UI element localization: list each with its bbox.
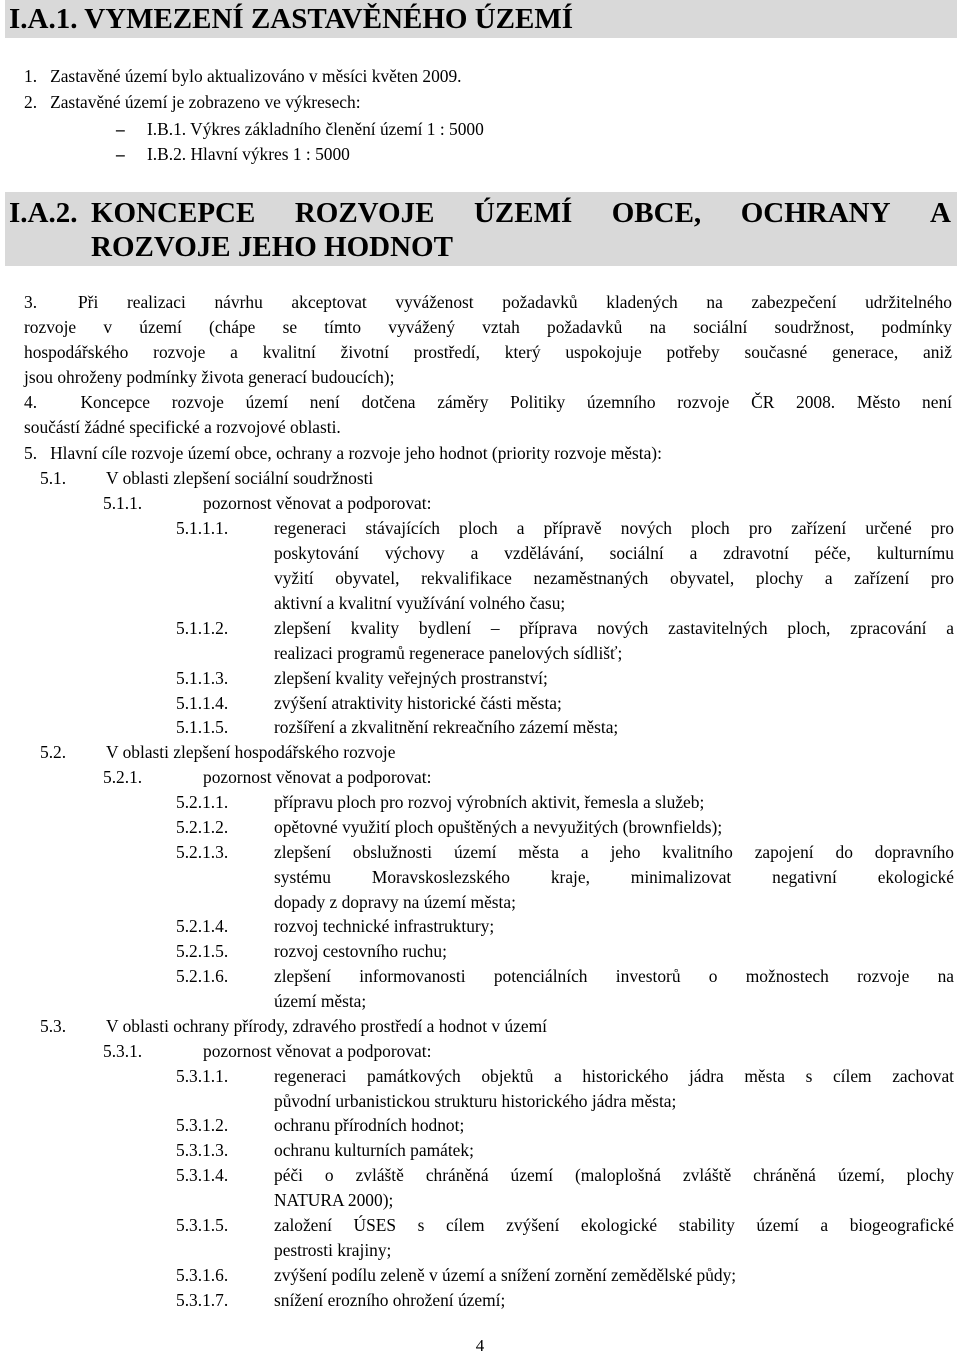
subsection-number: 5.3.1.: [103, 1041, 143, 1061]
item-text: opětovné využití ploch opuštěných a nevyužitých (brownfields);: [274, 817, 723, 837]
item-text: NATURA 2000);: [274, 1190, 394, 1210]
item-text: zvýšení atraktivity historické části města;: [274, 693, 562, 713]
item-number: 5.3.1.5.: [176, 1215, 229, 1235]
item-text: zvýšení podílu zeleně v území a snížení zornění zemědělské půdy;: [274, 1265, 737, 1285]
item-text: vyžití obyvatel, rekvalifikace nezaměstnaných obyvatel, plochy a zařízení pro: [274, 568, 954, 588]
heading-koncepce: [5, 192, 957, 266]
subsection-number: 5.1.1.: [103, 493, 143, 513]
item-3-line: Při realizaci návrhu akceptovat vyváženost požadavků kladených na zabezpečení udržitelného: [78, 292, 952, 312]
item-text: přípravu ploch pro rozvoj výrobních aktivit, řemesla a služeb;: [274, 792, 705, 812]
item-text: péči o zvláště chráněná území (maloplošná zvláště chráněná území, plochy: [274, 1165, 954, 1185]
subsection-number: 5.2.1.: [103, 767, 143, 787]
heading-line-1: KONCEPCE ROZVOJE ÚZEMÍ OBCE, OCHRANY A: [91, 197, 951, 229]
item-text: původní urbanistickou strukturu historického jádra města;: [274, 1091, 677, 1111]
item-text: systému Moravskoslezského kraje, minimalizovat negativní ekologické: [274, 867, 954, 887]
item-5: 5. Hlavní cíle rozvoje území obce, ochrany a rozvoje jeho hodnot (priority rozvoje města):: [24, 443, 662, 463]
item-3-line: rozvoje v území (chápe se tímto vyvážený vztah požadavků na sociální soudržnost, podmínky: [24, 317, 952, 337]
item-3-line: jsou ohroženy podmínky života generací budoucích);: [24, 367, 395, 387]
heading-line-2: ROZVOJE JEHO HODNOT: [91, 231, 453, 263]
item-number: 5.1.1.3.: [176, 668, 229, 688]
item-number: 5.2.1.3.: [176, 842, 229, 862]
item-text: realizaci programů regenerace panelových sídlišť;: [274, 643, 623, 663]
subsection-title: pozornost věnovat a podporovat:: [203, 1041, 432, 1061]
drawing-ref-2: I.B.2. Hlavní výkres 1 : 5000: [147, 144, 350, 164]
dash-bullet: –: [116, 144, 125, 164]
item-text: zlepšení kvality veřejných prostranství;: [274, 668, 548, 688]
item-text: regeneraci stávajících ploch a přípravě nových ploch pro zařízení určené pro: [274, 518, 954, 538]
dash-bullet: –: [116, 119, 125, 139]
item-text: zlepšení informovanosti potenciálních investorů o možnostech rozvoje na: [274, 966, 954, 986]
heading-number: I.A.2.: [9, 197, 78, 229]
item-text: založení ÚSES s cílem zvýšení ekologické stability území a biogeografické: [274, 1215, 954, 1235]
item-number: 5.2.1.5.: [176, 941, 229, 961]
item-text: snížení erozního ohrožení území;: [274, 1290, 506, 1310]
item-number: 5.1.1.1.: [176, 518, 229, 538]
item-2: 2. Zastavěné území je zobrazeno ve výkresech:: [24, 92, 361, 112]
item-4-line: 4. Koncepce rozvoje území není dotčena záměry Politiky územního rozvoje ČR 2008. Město není: [24, 392, 952, 412]
item-number: 5.1.1.5.: [176, 717, 229, 737]
item-number: 5.1.1.2.: [176, 618, 229, 638]
item-number: 5.2.1.6.: [176, 966, 229, 986]
item-text: zlepšení kvality bydlení – příprava nových zastavitelných ploch, zpracování a: [274, 618, 954, 638]
section-number: 5.2.: [40, 742, 67, 762]
item-text: poskytování výchovy a vzdělávání, sociální a zdravotní péče, kulturnímu: [274, 543, 954, 563]
item-text: ochranu přírodních hodnot;: [274, 1115, 465, 1135]
item-number: 5.3.1.7.: [176, 1290, 229, 1310]
section-number: 5.1.: [40, 468, 67, 488]
item-text: pestrosti krajiny;: [274, 1240, 392, 1260]
item-text: rozvoj technické infrastruktury;: [274, 916, 495, 936]
item-4-line: součástí žádné specifické a rozvojové oblasti.: [24, 417, 341, 437]
section-title: V oblasti zlepšení hospodářského rozvoje: [106, 742, 396, 762]
drawing-ref-1: I.B.1. Výkres základního členění území 1 : 5000: [147, 119, 484, 139]
subsection-title: pozornost věnovat a podporovat:: [203, 767, 432, 787]
item-number: 5.2.1.2.: [176, 817, 229, 837]
item-number: 5.2.1.1.: [176, 792, 229, 812]
section-title: V oblasti ochrany přírody, zdravého prostředí a hodnot v území: [106, 1016, 547, 1036]
item-1: 1. Zastavěné území bylo aktualizováno v měsíci květen 2009.: [24, 66, 462, 86]
item-3-number: 3.: [24, 292, 38, 312]
item-text: regeneraci památkových objektů a historického jádra města s cílem zachovat: [274, 1066, 954, 1086]
section-title: V oblasti zlepšení sociální soudržnosti: [106, 468, 374, 488]
item-3-line: hospodářského rozvoje a kvalitní životní prostředí, který uspokojuje potřeby současné generace, aniž: [24, 342, 952, 362]
item-number: 5.3.1.4.: [176, 1165, 229, 1185]
item-text: ochranu kulturních památek;: [274, 1140, 474, 1160]
subsection-title: pozornost věnovat a podporovat:: [203, 493, 432, 513]
item-text: zlepšení obslužnosti území města a jeho kvalitního zapojení do dopravního: [274, 842, 954, 862]
section-number: 5.3.: [40, 1016, 67, 1036]
heading-vymezeni: I.A.1. VYMEZENÍ ZASTAVĚNÉHO ÚZEMÍ: [5, 0, 957, 38]
item-text: rozšíření a zkvalitnění rekreačního zázemí města;: [274, 717, 619, 737]
item-number: 5.3.1.1.: [176, 1066, 229, 1086]
page-number: 4: [475, 1336, 485, 1355]
item-number: 5.2.1.4.: [176, 916, 229, 936]
item-text: aktivní a kvalitní využívání volného času;: [274, 593, 566, 613]
item-number: 5.3.1.6.: [176, 1265, 229, 1285]
item-number: 5.3.1.2.: [176, 1115, 229, 1135]
item-text: rozvoj cestovního ruchu;: [274, 941, 447, 961]
item-text: území města;: [274, 991, 367, 1011]
item-number: 5.1.1.4.: [176, 693, 229, 713]
item-number: 5.3.1.3.: [176, 1140, 229, 1160]
item-text: dopady z dopravy na území města;: [274, 892, 516, 912]
